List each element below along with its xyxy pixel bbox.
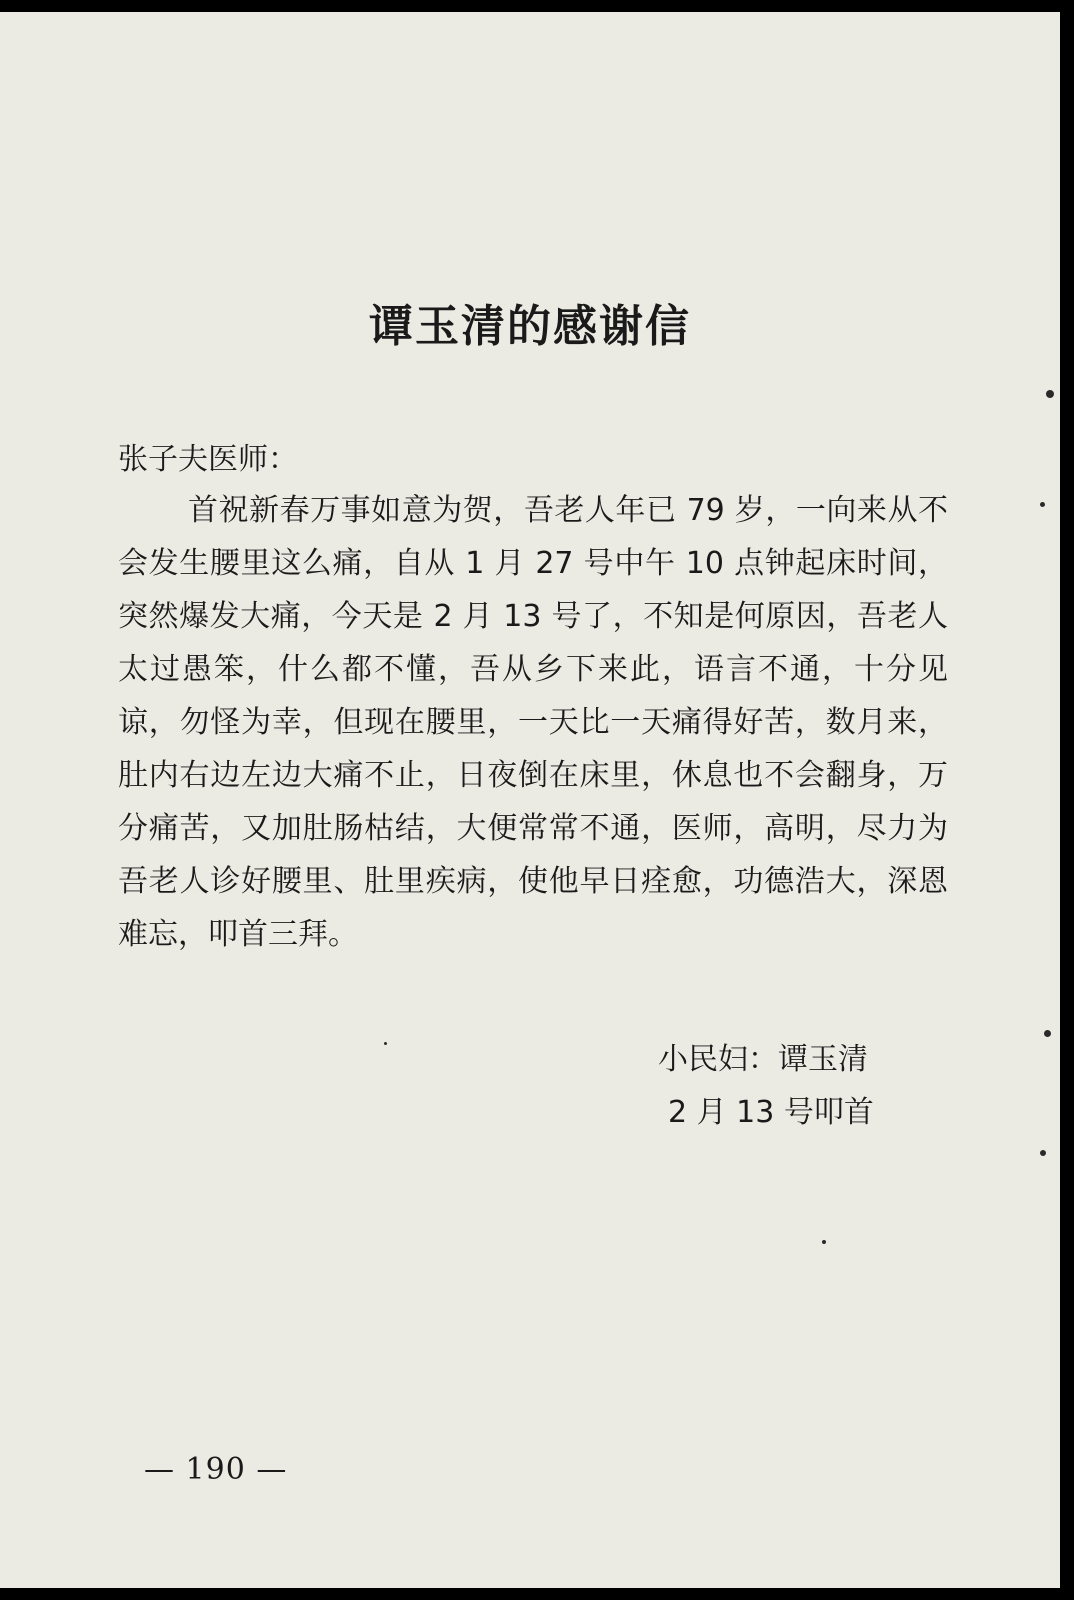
page-number: — 190 — — [144, 1452, 288, 1487]
paper-speck — [1040, 1150, 1046, 1156]
letter-title: 谭玉清的感谢信 — [369, 301, 691, 352]
letter-body: 首祝新春万事如意为贺，吾老人年已 79 岁，一向来从不会发生腰里这么痛，自从 1 月 27 号中午 10 点钟起床时间，突然爆发大痛，今天是 2 月 13 号了，不知是何原因，吾老人太过愚笨，什么都不懂，吾从乡下来此，语言不通，十分见谅，勿怪为幸，但现在腰里，一天比一天痛得好苦，数月来，肚内右边左边大痛不止，日夜倒在床里，休息也不会翻身，万分痛苦，又加肚肠枯结，大便常常不通，医师，高明，尽力为吾老人诊好腰里、肚里疾病，使他早日痊愈，功德浩大，深恩难忘，叩首三拜。 — [118, 493, 948, 952]
paper-speck — [384, 1042, 387, 1045]
letter-salutation: 张子夫医师： — [118, 442, 298, 477]
paper-speck — [822, 1240, 826, 1244]
paper-speck — [1046, 390, 1054, 398]
book-page — [0, 12, 1060, 1588]
paper-speck — [1040, 502, 1045, 507]
paper-speck — [1044, 1030, 1051, 1037]
letter-signature: 小民妇：谭玉清 — [658, 1042, 868, 1077]
letter-date: 2 月 13 号叩首 — [668, 1095, 874, 1130]
